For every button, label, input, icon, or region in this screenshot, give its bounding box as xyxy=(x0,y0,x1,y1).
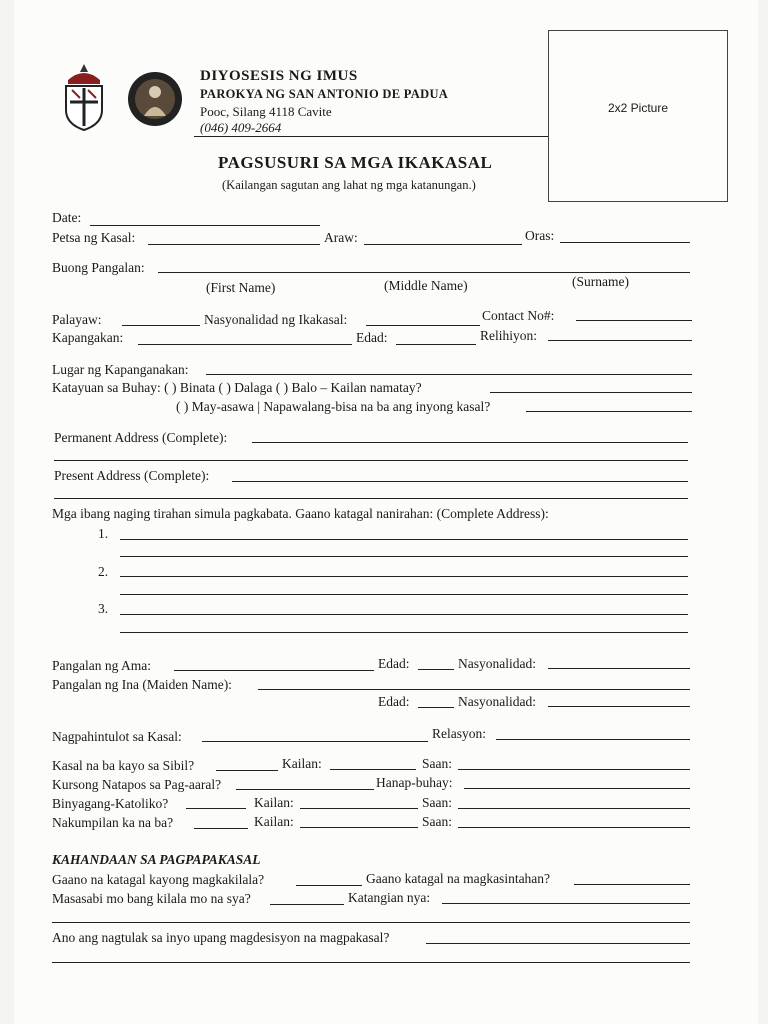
parish-phone: (046) 409-2664 xyxy=(200,120,282,135)
may-asawa-label[interactable]: ( ) May-asawa | Napawalang-bisa na ba ang inyong kasal? xyxy=(176,399,491,414)
tirahan-1-field[interactable] xyxy=(120,539,688,540)
nakumpilan-field[interactable] xyxy=(194,828,248,829)
kilala-label: Masasabi mo bang kilala mo na sya? xyxy=(52,891,251,906)
katangian-label: Katangian nya: xyxy=(348,890,431,905)
first-name-caption: (First Name) xyxy=(206,280,276,295)
binyagang-label: Binyagang-Katoliko? xyxy=(52,796,169,811)
kapangakan-label: Kapangakan: xyxy=(52,330,124,345)
present-address-field[interactable] xyxy=(232,481,688,482)
edad-field[interactable] xyxy=(396,344,476,345)
kursong-label: Kursong Natapos sa Pag-aaral? xyxy=(52,777,222,792)
magkasintahan-field[interactable] xyxy=(574,884,690,885)
date-field[interactable] xyxy=(90,225,320,226)
nagpahintulot-label: Nagpahintulot sa Kasal: xyxy=(52,729,182,744)
sibil-saan-label: Saan: xyxy=(422,756,452,771)
permanent-address-label: Permanent Address (Complete): xyxy=(54,430,228,445)
ibang-tirahan-label: Mga ibang naging tirahan simula pagkabata. Gaano katagal nanirahan: (Complete Address): xyxy=(52,506,549,521)
palayaw-field[interactable] xyxy=(122,325,200,326)
tirahan-number-2: 2. xyxy=(98,564,109,579)
ama-edad-field[interactable] xyxy=(418,669,454,670)
tirahan-3-field-2[interactable] xyxy=(120,632,688,633)
petsa-field[interactable] xyxy=(148,244,320,245)
oras-label: Oras: xyxy=(525,228,555,243)
katayuan-label[interactable]: Katayuan sa Buhay: ( ) Binata ( ) Dalaga ( ) Balo – Kailan namatay? xyxy=(52,380,422,395)
parish-name: PAROKYA NG SAN ANTONIO DE PADUA xyxy=(200,87,449,101)
relihiyon-field[interactable] xyxy=(548,340,692,341)
binyag-kailan-field[interactable] xyxy=(300,808,418,809)
sibil-saan-field[interactable] xyxy=(458,769,690,770)
lugar-label: Lugar ng Kapanganakan: xyxy=(52,362,189,377)
sibil-kailan-label: Kailan: xyxy=(282,756,322,771)
contact-field[interactable] xyxy=(576,320,692,321)
lugar-field[interactable] xyxy=(206,374,692,375)
permanent-address-field-2[interactable] xyxy=(54,460,688,461)
buong-pangalan-label: Buong Pangalan: xyxy=(52,260,145,275)
ina-field[interactable] xyxy=(258,689,690,690)
surname-caption: (Surname) xyxy=(572,274,629,289)
parish-seal-icon xyxy=(126,70,184,128)
kapangakan-field[interactable] xyxy=(138,344,352,345)
kumpil-saan-field[interactable] xyxy=(458,827,690,828)
kailan-namatay-field[interactable] xyxy=(490,392,692,393)
ama-edad-label: Edad: xyxy=(378,656,410,671)
ina-edad-label: Edad: xyxy=(378,694,410,709)
diocese-crest-icon xyxy=(58,62,110,134)
kahandaan-heading: KAHANDAAN SA PAGPAPAKASAL xyxy=(52,852,261,867)
nagtulak-label: Ano ang nagtulak sa inyo upang magdesisyon na magpakasal? xyxy=(52,930,390,945)
binyagang-field[interactable] xyxy=(186,808,246,809)
magkakilala-field[interactable] xyxy=(296,885,362,886)
kumpil-kailan-label: Kailan: xyxy=(254,814,294,829)
relihiyon-label: Relihiyon: xyxy=(480,328,537,343)
nasyonalidad-ikakasal-label: Nasyonalidad ng Ikakasal: xyxy=(204,312,348,327)
photo-box[interactable] xyxy=(548,30,728,202)
edad-label: Edad: xyxy=(356,330,388,345)
palayaw-label: Palayaw: xyxy=(52,312,102,327)
nasyonalidad-ikakasal-field[interactable] xyxy=(366,325,480,326)
form-title: PAGSUSURI SA MGA IKAKASAL xyxy=(218,153,493,172)
ama-nasyonalidad-field[interactable] xyxy=(548,668,690,669)
tirahan-2-field-2[interactable] xyxy=(120,594,688,595)
sibil-label: Kasal na ba kayo sa Sibil? xyxy=(52,758,195,773)
ama-nasyonalidad-label: Nasyonalidad: xyxy=(458,656,536,671)
header-rule xyxy=(194,136,548,137)
ina-edad-field[interactable] xyxy=(418,707,454,708)
present-address-field-2[interactable] xyxy=(54,498,688,499)
sibil-field[interactable] xyxy=(216,770,278,771)
magkakilala-label: Gaano na katagal kayong magkakilala? xyxy=(52,872,265,887)
sibil-kailan-field[interactable] xyxy=(330,769,416,770)
tirahan-2-field[interactable] xyxy=(120,576,688,577)
napawalang-bisa-field[interactable] xyxy=(526,411,692,412)
araw-field[interactable] xyxy=(364,244,522,245)
kursong-field[interactable] xyxy=(236,789,374,790)
buong-pangalan-field[interactable] xyxy=(158,272,690,273)
binyag-kailan-label: Kailan: xyxy=(254,795,294,810)
tirahan-number-3: 3. xyxy=(98,601,109,616)
hanap-buhay-label: Hanap-buhay: xyxy=(376,775,453,790)
kumpil-saan-label: Saan: xyxy=(422,814,452,829)
nagtulak-field-2[interactable] xyxy=(52,962,690,963)
araw-label: Araw: xyxy=(324,230,358,245)
ama-label: Pangalan ng Ama: xyxy=(52,658,151,673)
present-address-label: Present Address (Complete): xyxy=(54,468,210,483)
ama-field[interactable] xyxy=(174,670,374,671)
hanap-buhay-field[interactable] xyxy=(464,788,690,789)
permanent-address-field[interactable] xyxy=(252,442,688,443)
middle-name-caption: (Middle Name) xyxy=(384,278,468,293)
binyag-saan-label: Saan: xyxy=(422,795,452,810)
ina-nasyonalidad-label: Nasyonalidad: xyxy=(458,694,536,709)
katangian-field[interactable] xyxy=(442,903,690,904)
date-label: Date: xyxy=(52,210,82,225)
nagpahintulot-field[interactable] xyxy=(202,741,428,742)
binyag-saan-field[interactable] xyxy=(458,808,690,809)
kumpil-kailan-field[interactable] xyxy=(300,827,418,828)
kilala-field[interactable] xyxy=(270,904,344,905)
ina-nasyonalidad-field[interactable] xyxy=(548,706,690,707)
magkasintahan-label: Gaano katagal na magkasintahan? xyxy=(366,871,551,886)
tirahan-3-field[interactable] xyxy=(120,614,688,615)
ina-label: Pangalan ng Ina (Maiden Name): xyxy=(52,677,232,692)
form-subtitle: (Kailangan sagutan ang lahat ng mga katanungan.) xyxy=(222,178,476,192)
petsa-label: Petsa ng Kasal: xyxy=(52,230,136,245)
photo-label: 2x2 Picture xyxy=(607,101,669,115)
nagtulak-field[interactable] xyxy=(426,943,690,944)
relasyon-label: Relasyon: xyxy=(432,726,486,741)
nakumpilan-label: Nakumpilan ka na ba? xyxy=(52,815,174,830)
oras-field[interactable] xyxy=(560,242,690,243)
katangian-field-2[interactable] xyxy=(52,922,690,923)
tirahan-number-1: 1. xyxy=(98,526,109,541)
diocese-name: DIYOSESIS NG IMUS xyxy=(200,68,358,84)
tirahan-1-field-2[interactable] xyxy=(120,556,688,557)
parish-address: Pooc, Silang 4118 Cavite xyxy=(200,104,332,119)
relasyon-field[interactable] xyxy=(496,739,690,740)
form-sheet xyxy=(14,0,758,1024)
contact-label: Contact No#: xyxy=(482,308,555,323)
